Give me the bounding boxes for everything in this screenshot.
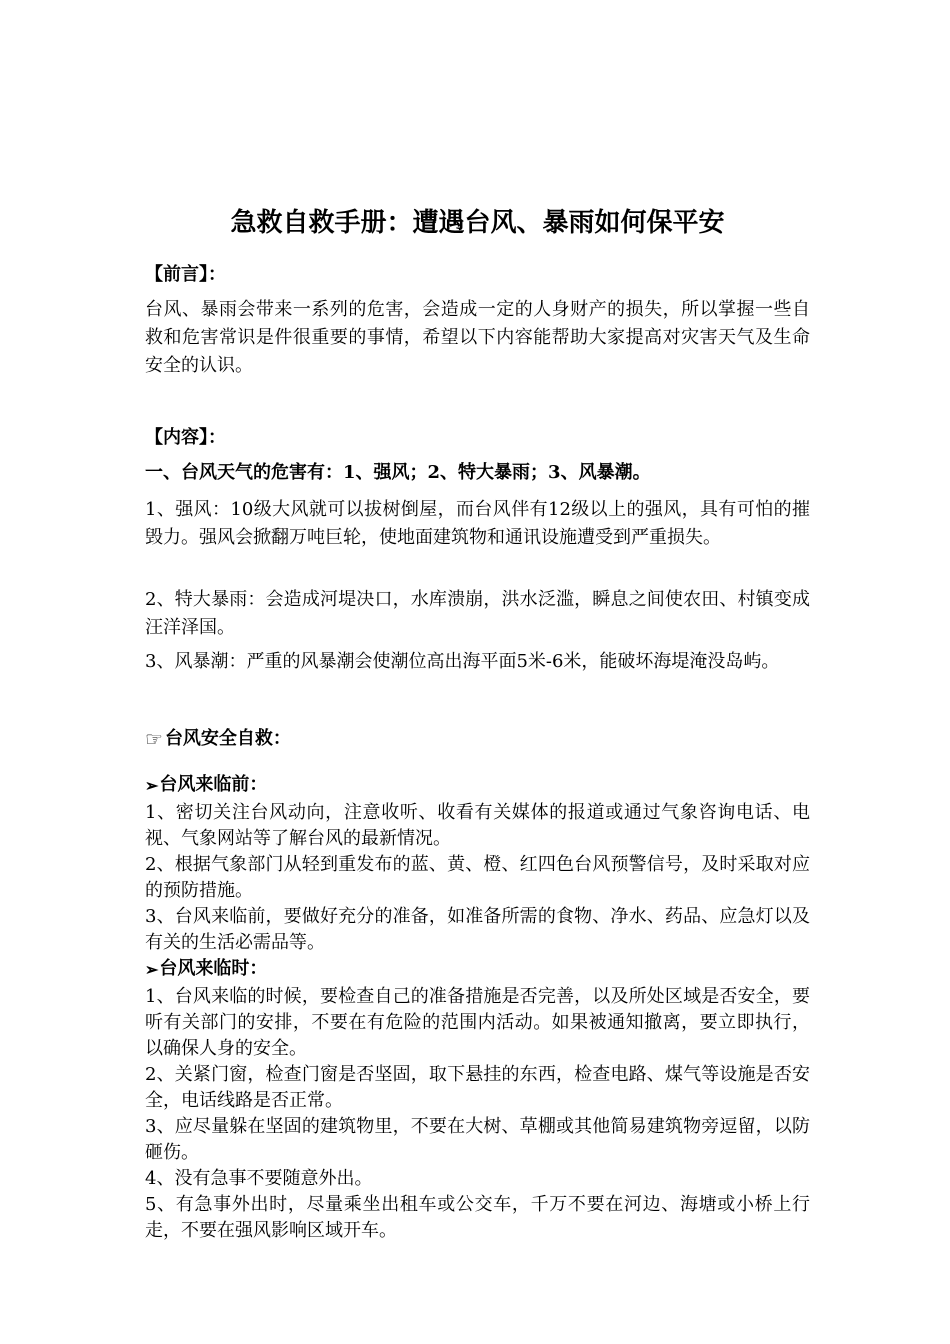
- list-item: 4、没有急事不要随意外出。: [145, 1168, 373, 1189]
- pointing-hand-icon: ☞: [145, 727, 163, 751]
- before-typhoon-heading: [145, 772, 810, 800]
- self-rescue-heading-label: 台风安全自救：: [164, 728, 291, 749]
- arrowhead-icon: ➢: [145, 960, 159, 979]
- list-item: 1、密切关注台风动向，注意收听、收看有关媒体的报道或通过气象咨询电话、电视、气象网站等了解台风的最新情况。: [145, 802, 810, 849]
- hazard-strong-wind: 1、强风：10级大风就可以拔树倒屋，而台风伴有12级以上的强风，具有可怕的摧毁力。强风会掀翻万吨巨轮，使地面建筑物和通讯设施遭受到严重损失。: [145, 499, 810, 548]
- hazard-storm-surge: 3、风暴潮：严重的风暴潮会使潮位高出海平面5米-6米，能破坏海堤淹没岛屿。: [145, 651, 780, 672]
- hazard-heavy-rain: 2、特大暴雨：会造成河堤决口，水库溃崩，洪水泛滥，瞬息之间使农田、村镇变成汪洋泽国。: [145, 589, 810, 638]
- list-item: 3、台风来临前，要做好充分的准备，如准备所需的食物、净水、药品、应急灯以及有关的生活必需品等。: [145, 906, 810, 953]
- self-rescue-heading: [145, 725, 291, 753]
- list-item: 1、台风来临的时候，要检查自己的准备措施是否完善，以及所处区域是否安全，要听有关部门的安排，不要在有危险的范围内活动。如果被通知撤离，要立即执行，以确保人身的安全。: [145, 986, 810, 1059]
- page-title: 急救自救手册：遭遇台风、暴雨如何保平安: [230, 208, 725, 238]
- preface-heading: 【前言】：: [145, 264, 226, 285]
- during-typhoon-heading-label: 台风来临时：: [159, 958, 268, 979]
- list-item: 2、根据气象部门从轻到重发布的蓝、黄、橙、红四色台风预警信号，及时采取对应的预防措施。: [145, 854, 810, 901]
- during-typhoon-heading: [145, 956, 810, 984]
- content-heading: 【内容】：: [145, 427, 226, 448]
- list-item: 3、应尽量躲在坚固的建筑物里，不要在大树、草棚或其他简易建筑物旁逗留，以防砸伤。: [145, 1116, 810, 1163]
- arrowhead-icon: ➢: [145, 776, 159, 795]
- list-item: 5、有急事外出时，尽量乘坐出租车或公交车，千万不要在河边、海塘或小桥上行走，不要在强风影响区域开车。: [145, 1194, 810, 1241]
- typhoon-guidance-list: [145, 772, 810, 1244]
- hazards-section-title: 一、台风天气的危害有：1、强风；2、特大暴雨；3、风暴潮。: [145, 462, 651, 483]
- before-typhoon-heading-label: 台风来临前：: [159, 774, 268, 795]
- list-item: 2、关紧门窗，检查门窗是否坚固，取下悬挂的东西，检查电路、煤气等设施是否安全，电话线路是否正常。: [145, 1064, 810, 1111]
- preface-text: 台风、暴雨会带来一系列的危害，会造成一定的人身财产的损失，所以掌握一些自救和危害常识是件很重要的事情，希望以下内容能帮助大家提高对灾害天气及生命安全的认识。: [145, 299, 810, 376]
